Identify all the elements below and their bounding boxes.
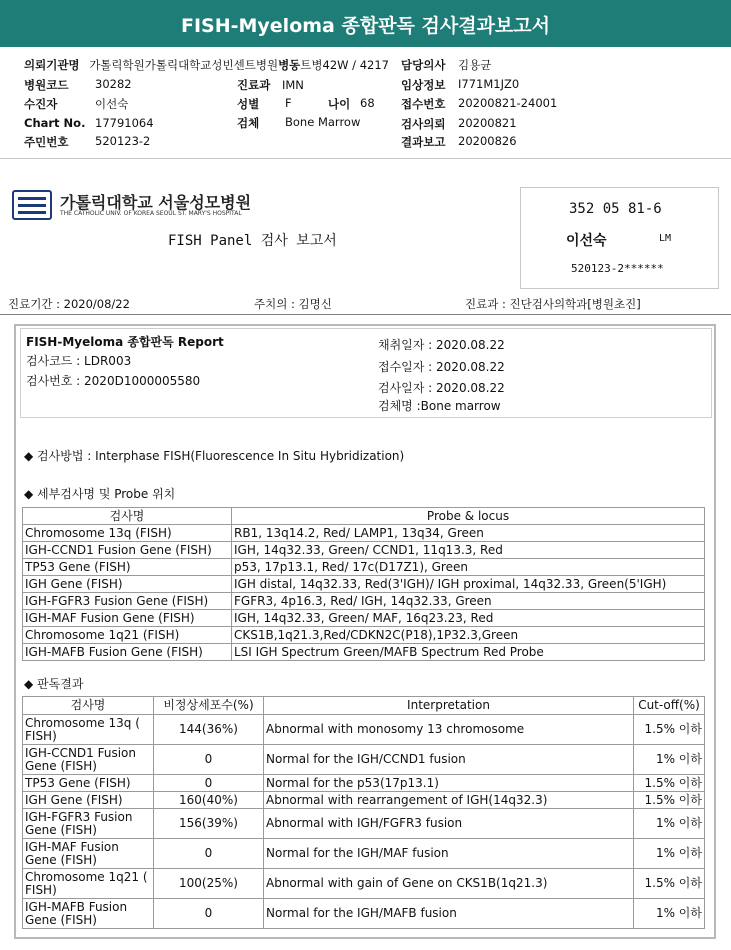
dept-value: IMN [281,78,304,92]
request-label: 검사의뢰 [401,117,446,131]
test-name-cell: IGH-MAFB Fusion Gene (FISH) [23,644,232,661]
table-row [23,525,705,542]
report-title: FISH Panel 검사 보고서 [168,233,337,249]
hospital-subtitle: THE CATHOLIC UNIV. OF KOREA SEOUL ST. MARY'S HOSPITAL [60,210,242,217]
name-value: 이선숙 [95,97,129,111]
abnormal-count-cell: 156(39%) [154,809,264,839]
probe-locus-cell: LSI IGH Spectrum Green/MAFB Spectrum Red Probe [232,644,705,661]
probe-locus-cell: IGH, 14q32.33, Green/ MAF, 16q23.23, Red [232,610,705,627]
test-name-cell: IGH-MAF Fusion Gene (FISH) [23,610,232,627]
cutoff-cell: 1% 이하 [634,899,705,929]
column-header: Probe & locus [232,508,705,525]
table-row [23,839,705,869]
table-row [23,715,705,745]
institution-row [24,57,389,73]
visit-dept: 진료과 : 진단검사의학과[병원초진] [465,297,641,311]
probe-locus-cell: IGH, 14q32.33, Green/ CCND1, 11q13.3, Red [232,542,705,559]
report-date-value: 20200826 [458,134,517,148]
ward-label: 병동 [278,58,301,72]
cutoff-cell: 1% 이하 [634,839,705,869]
column-header: Interpretation [264,697,634,715]
test-code: 검사코드 : LDR003 [26,354,132,368]
column-header: 검사명 [23,697,154,715]
test-name-cell: IGH-CCND1 Fusion Gene (FISH) [23,745,154,775]
column-header: 검사명 [23,508,232,525]
test-name-cell: Chromosome 13q ( FISH) [23,715,154,745]
age-label: 나이 [328,97,351,111]
probe-locus-cell: RB1, 13q14.2, Red/ LAMP1, 13q34, Green [232,525,705,542]
interpretation-cell: Abnormal with gain of Gene on CKS1B(1q21.3) [264,869,634,899]
test-number: 검사번호 : 2020D1000005580 [26,374,201,388]
table-row [23,627,705,644]
table-row [23,809,705,839]
test-name-cell: IGH-MAFB Fusion Gene (FISH) [23,899,154,929]
probe-locus-cell: p53, 17p13.1, Red/ 17c(D17Z1), Green [232,559,705,576]
clinical-label: 임상정보 [401,78,446,92]
age-value: 68 [360,96,375,110]
probe-heading: ◆ 세부검사명 및 Probe 위치 [24,487,176,501]
table-header-row [23,697,705,715]
abnormal-count-cell: 0 [154,775,264,792]
hospital-code-label: 병원코드 [24,78,69,92]
cutoff-cell: 1% 이하 [634,809,705,839]
interpretation-cell: Normal for the p53(17p13.1) [264,775,634,792]
table-row [23,542,705,559]
doctor-label: 담당의사 [401,58,446,72]
test-name-cell: IGH-MAF Fusion Gene (FISH) [23,839,154,869]
doctor-row [401,57,492,73]
table-row [23,610,705,627]
test-name-cell: IGH Gene (FISH) [23,792,154,809]
test-name-cell: Chromosome 13q (FISH) [23,525,232,542]
test-name-cell: Chromosome 1q21 ( FISH) [23,869,154,899]
patient-box [520,187,719,289]
abnormal-count-cell: 0 [154,745,264,775]
hospital-name: 가톨릭대학교 서울성모병원 [60,193,252,212]
probe-locus-cell: IGH distal, 14q32.33, Red(3'IGH)/ IGH proximal, 14q32.33, Green(5'IGH) [232,576,705,593]
test-name-cell: TP53 Gene (FISH) [23,775,154,792]
abnormal-count-cell: 100(25%) [154,869,264,899]
interpretation-cell: Normal for the IGH/CCND1 fusion [264,745,634,775]
divider [0,314,731,315]
interpretation-cell: Normal for the IGH/MAF fusion [264,839,634,869]
doctor-value: 김용균 [458,58,492,72]
patient-rrn: 520123-2****** [571,262,664,275]
interpretation-cell: Normal for the IGH/MAFB fusion [264,899,634,929]
test-name-cell: IGH-FGFR3 Fusion Gene (FISH) [23,593,232,610]
divider [0,158,731,159]
table-row [23,899,705,929]
dept-row [237,77,304,93]
sex-value: F [285,96,292,110]
cutoff-cell: 1.5% 이하 [634,775,705,792]
cutoff-cell: 1% 이하 [634,745,705,775]
report-date-label: 결과보고 [401,135,446,149]
test-name-cell: TP53 Gene (FISH) [23,559,232,576]
clinical-value: I771M1JZ0 [458,77,520,91]
code-row [24,77,132,93]
receipt-row [401,96,558,112]
sex-row [237,96,375,112]
specimen-row [237,115,361,131]
results-heading: ◆ 판독결과 [24,677,84,691]
hospital-code-value: 30282 [95,77,132,91]
table-row [23,775,705,792]
received-date: 접수일자 : 2020.08.22 [378,360,505,374]
page-title: FISH-Myeloma 종합판독 검사결과보고서 [180,15,550,37]
patient-id: 352 05 81-6 [569,201,662,217]
abnormal-count-cell: 144(36%) [154,715,264,745]
cutoff-cell: 1.5% 이하 [634,869,705,899]
collected-date: 채취일자 : 2020.08.22 [378,338,505,352]
chart-value: 17791064 [95,116,154,130]
probe-locus-cell: CKS1B,1q21.3,Red/CDKN2C(P18),1P32.3,Green [232,627,705,644]
receipt-label: 접수번호 [401,97,446,111]
report-date-row [401,134,517,150]
abnormal-count-cell: 0 [154,899,264,929]
interpretation-cell: Abnormal with monosomy 13 chromosome [264,715,634,745]
cutoff-cell: 1.5% 이하 [634,715,705,745]
ward-value: 트병42W / 4217 [300,58,389,72]
table-row [23,792,705,809]
table-row [23,644,705,661]
visit-attending: 주치의 : 김명신 [254,297,332,311]
table-row [23,745,705,775]
specimen-name: 검체명 :Bone marrow [378,399,501,413]
dept-label: 진료과 [237,78,271,92]
test-name-cell: Chromosome 1q21 (FISH) [23,627,232,644]
institution-label: 의뢰기관명 [24,58,80,72]
report-heading: FISH-Myeloma 종합판독 Report [26,335,224,349]
specimen-label: 검체 [237,116,260,130]
chart-label: Chart No. [24,116,86,130]
table-row [23,593,705,610]
rrn-value: 520123-2 [95,134,151,148]
column-header: Cut-off(%) [634,697,705,715]
interpretation-cell: Abnormal with IGH/FGFR3 fusion [264,809,634,839]
test-name-cell: IGH Gene (FISH) [23,576,232,593]
request-value: 20200821 [458,116,517,130]
cutoff-cell: 1.5% 이하 [634,792,705,809]
institution-value: 가톨릭학원가톨릭대학교성빈센트병원 [89,58,279,72]
name-label: 수진자 [24,97,58,111]
chart-row [24,116,154,130]
probe-table [22,507,705,661]
title-bar [0,0,731,47]
rrn-label: 주민번호 [24,135,69,149]
column-header: 비정상세포수(%) [154,697,264,715]
clinical-row [401,77,520,93]
table-row [23,576,705,593]
patient-sexage: LM [659,233,672,244]
sex-label: 성별 [237,97,260,111]
specimen-value: Bone Marrow [285,115,361,129]
receipt-value: 20200821-24001 [458,96,558,110]
hospital-logo [12,190,52,220]
abnormal-count-cell: 0 [154,839,264,869]
name-row [24,96,129,112]
request-row [401,116,517,132]
test-name-cell: IGH-CCND1 Fusion Gene (FISH) [23,542,232,559]
probe-locus-cell: FGFR3, 4p16.3, Red/ IGH, 14q32.33, Green [232,593,705,610]
test-name-cell: IGH-FGFR3 Fusion Gene (FISH) [23,809,154,839]
results-table [22,696,705,929]
rrn-row [24,134,151,150]
table-row [23,869,705,899]
table-row [23,559,705,576]
interpretation-cell: Abnormal with rearrangement of IGH(14q32.3) [264,792,634,809]
abnormal-count-cell: 160(40%) [154,792,264,809]
table-header-row [23,508,705,525]
patient-name: 이선숙 [566,233,607,249]
method-heading: ◆ 검사방법 : Interphase FISH(Fluorescence In Situ Hybridization) [24,449,405,463]
tested-date: 검사일자 : 2020.08.22 [378,381,505,395]
visit-date: 진료기간 : 2020/08/22 [8,297,130,311]
